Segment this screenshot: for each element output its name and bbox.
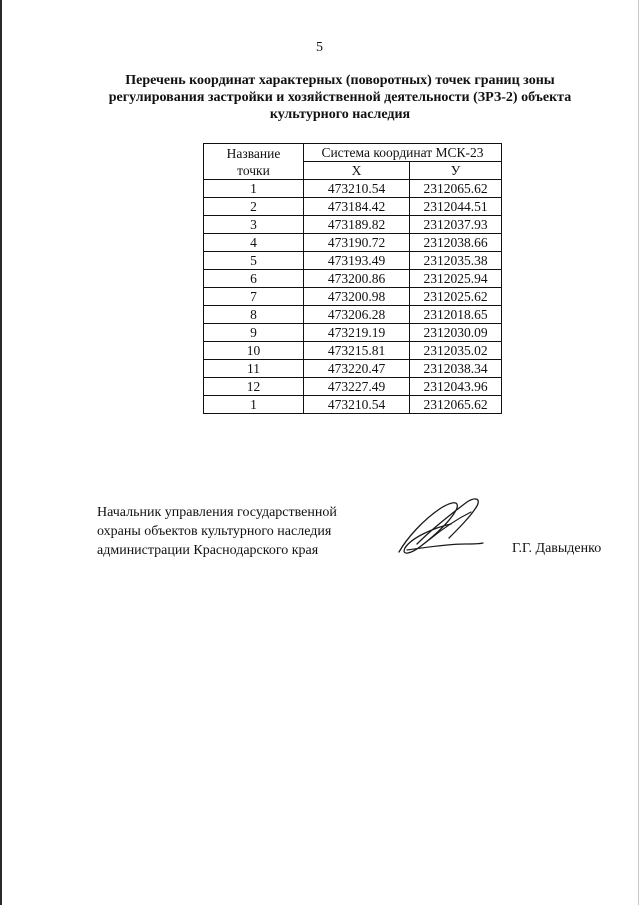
table-row — [204, 360, 502, 378]
point-name-cell: 3 — [204, 216, 304, 234]
header-point-name — [204, 144, 304, 180]
x-coordinate-cell: 473200.86 — [304, 270, 410, 288]
table-row — [204, 396, 502, 414]
signer-name: Г.Г. Давыденко — [512, 541, 602, 556]
title-line-1: Перечень координат характерных (поворотных) точек границ зоны — [125, 73, 555, 88]
y-coordinate-cell: 2312044.51 — [410, 198, 502, 216]
table-row — [204, 234, 502, 252]
y-coordinate-cell: 2312037.93 — [410, 216, 502, 234]
point-name-cell: 12 — [204, 378, 304, 396]
table-row — [204, 288, 502, 306]
x-coordinate-cell: 473193.49 — [304, 252, 410, 270]
point-name-cell: 9 — [204, 324, 304, 342]
y-coordinate-cell: 2312038.66 — [410, 234, 502, 252]
y-coordinate-cell: 2312043.96 — [410, 378, 502, 396]
handwritten-signature-icon — [393, 494, 485, 558]
y-coordinate-cell: 2312038.34 — [410, 360, 502, 378]
x-coordinate-cell: 473206.28 — [304, 306, 410, 324]
table-row — [204, 342, 502, 360]
y-coordinate-cell: 2312025.62 — [410, 288, 502, 306]
page-number: 5 — [316, 40, 323, 55]
y-coordinate-cell: 2312065.62 — [410, 180, 502, 198]
table-row — [204, 216, 502, 234]
x-coordinate-cell: 473190.72 — [304, 234, 410, 252]
y-coordinate-cell: 2312030.09 — [410, 324, 502, 342]
table-row — [204, 180, 502, 198]
point-name-cell: 7 — [204, 288, 304, 306]
table-row — [204, 378, 502, 396]
point-name-cell: 10 — [204, 342, 304, 360]
table-row — [204, 252, 502, 270]
table-row — [204, 306, 502, 324]
signer-position-line-1: Начальник управления государственной — [97, 505, 337, 520]
y-coordinate-cell: 2312018.65 — [410, 306, 502, 324]
header-y: У — [410, 162, 502, 180]
x-coordinate-cell: 473200.98 — [304, 288, 410, 306]
x-coordinate-cell: 473184.42 — [304, 198, 410, 216]
x-coordinate-cell: 473215.81 — [304, 342, 410, 360]
point-name-cell: 2 — [204, 198, 304, 216]
header-x: Х — [304, 162, 410, 180]
y-coordinate-cell: 2312035.02 — [410, 342, 502, 360]
document-title — [70, 72, 610, 123]
point-name-cell: 1 — [204, 396, 304, 414]
x-coordinate-cell: 473227.49 — [304, 378, 410, 396]
y-coordinate-cell: 2312065.62 — [410, 396, 502, 414]
table-row — [204, 324, 502, 342]
header-coordinate-system: Система координат МСК-23 — [304, 144, 502, 162]
header-point-name-label: Название точки — [226, 145, 281, 178]
signer-position-line-2: охраны объектов культурного наследия — [97, 524, 332, 539]
y-coordinate-cell: 2312025.94 — [410, 270, 502, 288]
x-coordinate-cell: 473210.54 — [304, 180, 410, 198]
y-coordinate-cell: 2312035.38 — [410, 252, 502, 270]
point-name-cell: 4 — [204, 234, 304, 252]
scan-left-edge — [0, 0, 2, 905]
point-name-cell: 8 — [204, 306, 304, 324]
point-name-cell: 5 — [204, 252, 304, 270]
x-coordinate-cell: 473189.82 — [304, 216, 410, 234]
title-line-2: регулирования застройки и хозяйственной деятельности (ЗРЗ-2) объекта — [108, 90, 572, 105]
title-line-3: культурного наследия — [269, 107, 411, 122]
coordinates-table-body — [204, 180, 502, 414]
point-name-cell: 11 — [204, 360, 304, 378]
point-name-cell: 1 — [204, 180, 304, 198]
table-row — [204, 270, 502, 288]
x-coordinate-cell: 473219.19 — [304, 324, 410, 342]
signer-position — [97, 503, 337, 560]
coordinates-table — [203, 143, 502, 414]
table-row — [204, 198, 502, 216]
signer-position-line-3: администрации Краснодарского края — [97, 543, 319, 558]
x-coordinate-cell: 473220.47 — [304, 360, 410, 378]
point-name-cell: 6 — [204, 270, 304, 288]
x-coordinate-cell: 473210.54 — [304, 396, 410, 414]
